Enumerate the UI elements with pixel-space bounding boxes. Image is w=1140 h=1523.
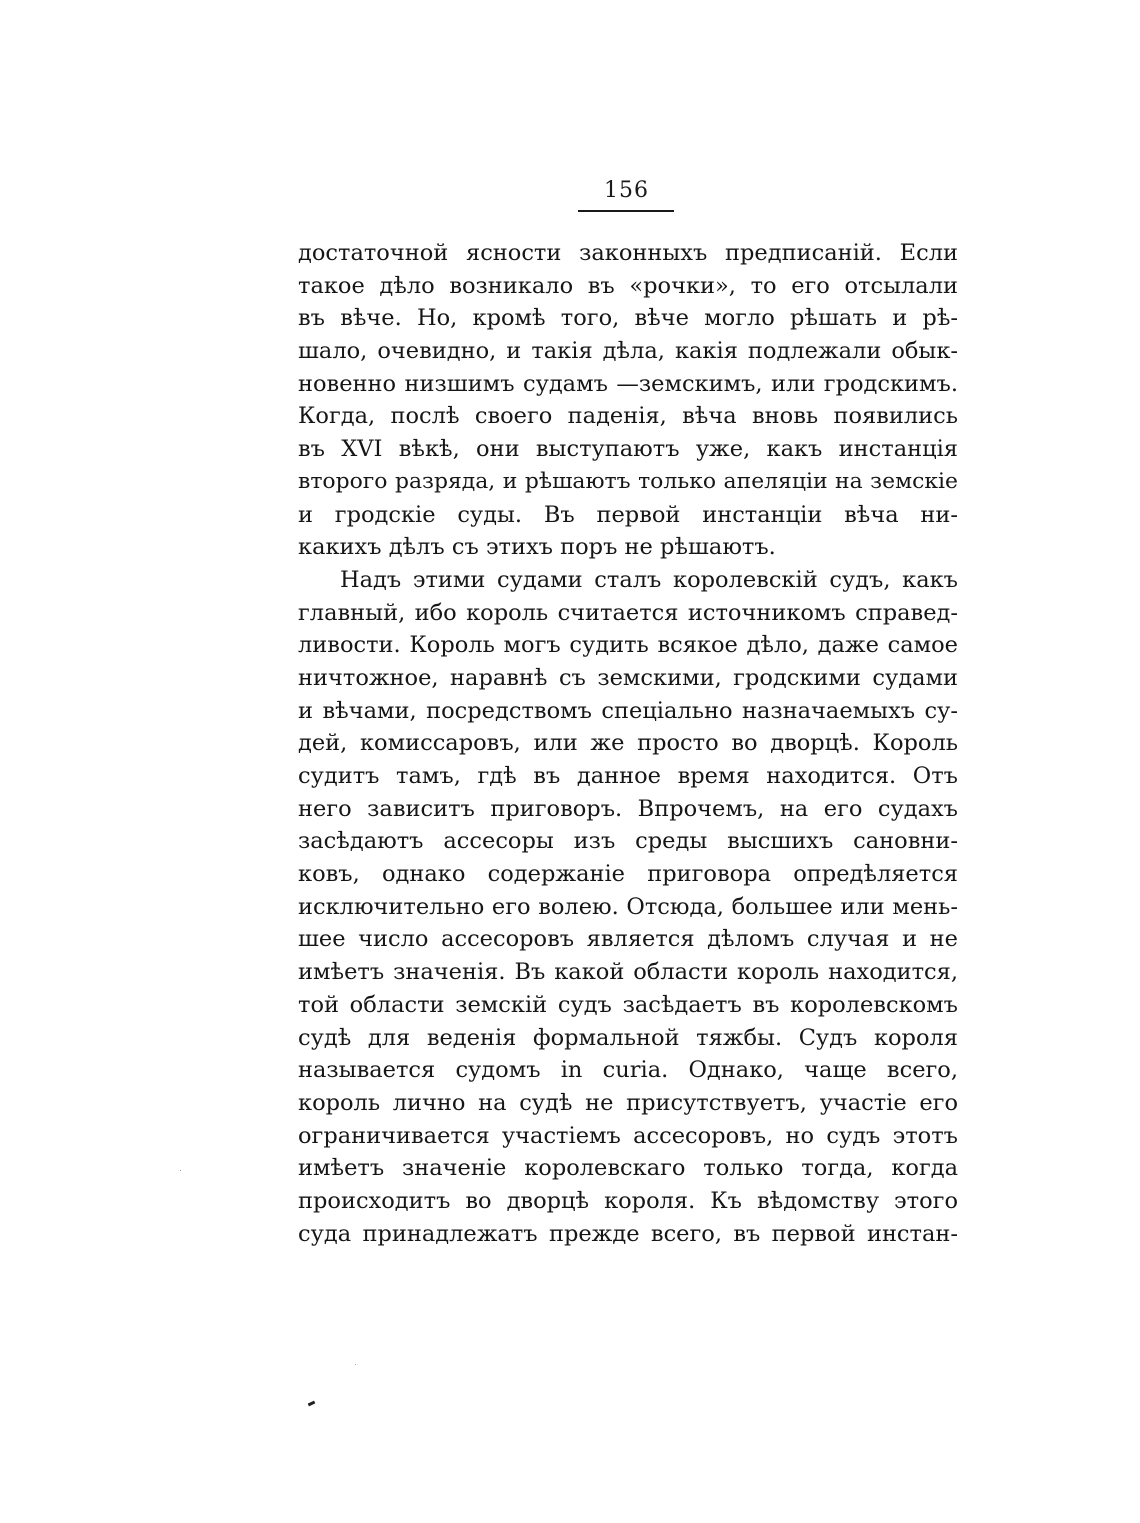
text-line: шало, очевидно, и такія дѣла, какія подлежали обык-: [298, 338, 958, 365]
text-line: судѣ для веденія формальной тяжбы. Судъ короля: [298, 1024, 958, 1051]
page-number-rule: [578, 210, 674, 212]
text-line: засѣдаютъ ассесоры изъ среды высшихъ сановни-: [298, 828, 958, 855]
text-line: суда принадлежатъ прежде всего, въ первой инстан-: [298, 1220, 958, 1247]
text-line: такое дѣло возникало въ «рочки», то его отсылали: [298, 272, 958, 299]
text-line: въ XVI вѣкѣ, они выступаютъ уже, какъ инстанція: [298, 436, 958, 463]
text-line: дей, комиссаровъ, или же просто во дворцѣ. Король: [298, 730, 958, 757]
scan-speck: [308, 1401, 316, 1407]
text-line: называется судомъ in curia. Однако, чаще всего,: [298, 1057, 958, 1084]
text-line: какихъ дѣлъ съ этихъ поръ не рѣшаютъ.: [298, 534, 776, 561]
text-line: въ вѣче. Но, кромѣ того, вѣче могло рѣшать и рѣ-: [298, 305, 958, 332]
text-line: судитъ тамъ, гдѣ въ данное время находится. Отъ: [298, 763, 958, 789]
scan-speck: [355, 1364, 356, 1365]
text-line: и вѣчами, посредствомъ спеціально назначаемыхъ су-: [298, 697, 958, 724]
text-line: него зависитъ приговоръ. Впрочемъ, на его судахъ: [298, 795, 958, 822]
text-line: Когда, послѣ своего паденія, вѣча вновь появились: [298, 403, 958, 430]
text-line: король лично на судѣ не присутствуетъ, участіе его: [298, 1089, 958, 1116]
text-line: второго разряда, и рѣшаютъ только апеляціи на земскіе: [298, 468, 958, 494]
text-line: и гродскіе суды. Въ первой инстанціи вѣча ни-: [298, 501, 958, 528]
text-line: ограничивается участіемъ ассесоровъ, но судъ этотъ: [298, 1122, 958, 1149]
paragraph-1: [298, 237, 958, 564]
paragraph-2: [298, 564, 958, 1250]
text-line: ливости. Король могъ судить всякое дѣло, даже самое: [298, 632, 958, 659]
text-line: имѣетъ значеніе королевскаго только тогда, когда: [298, 1155, 958, 1182]
text-line: ничтожное, наравнѣ съ земскими, гродскими судами: [298, 664, 958, 691]
text-line: ковъ, однако содержаніе приговора опредѣляется: [298, 861, 958, 888]
text-line: той области земскій судъ засѣдаетъ въ королевскомъ: [298, 991, 958, 1018]
text-line: новенно низшимъ судамъ —земскимъ, или гродскимъ.: [298, 370, 958, 397]
text-line: достаточной ясности законныхъ предписаній. Если: [298, 240, 958, 266]
text-line: главный, ибо король считается источникомъ справед-: [298, 599, 958, 626]
text-line: шее число ассесоровъ является дѣломъ случая и не: [298, 926, 958, 953]
scan-speck: [180, 1170, 181, 1171]
text-line: происходитъ во дворцѣ короля. Къ вѣдомству этого: [298, 1187, 958, 1214]
text-line: имѣетъ значенія. Въ какой области король находится,: [298, 959, 958, 986]
text-line: исключительно его волею. Отсюда, большее или мень-: [298, 893, 958, 920]
body-text: [298, 237, 958, 1250]
text-line: Надъ этими судами сталъ королевскій судъ, какъ: [340, 566, 958, 593]
page-number: 156: [604, 178, 649, 203]
